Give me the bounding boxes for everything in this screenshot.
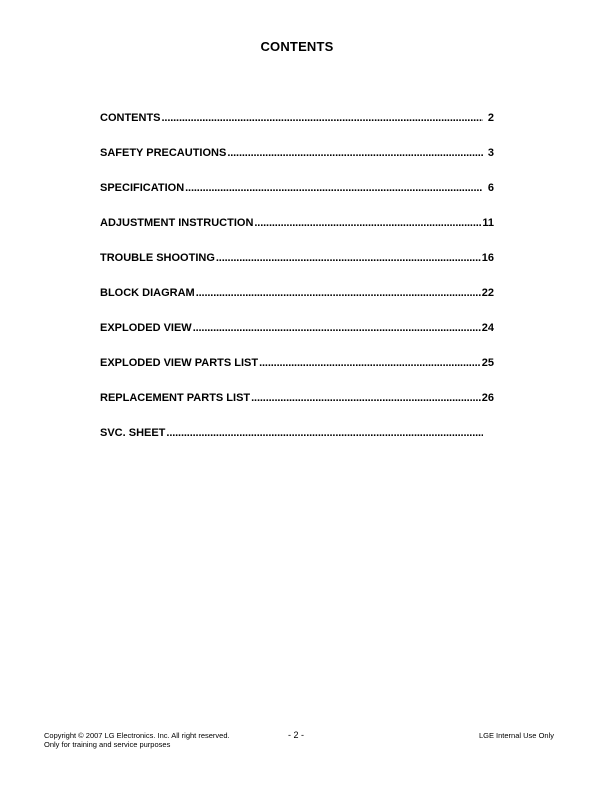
toc-entry-block-diagram[interactable] (100, 287, 494, 322)
toc-entry-contents[interactable] (100, 112, 494, 147)
toc-entry-page: 26 (481, 392, 494, 404)
toc-entry-label: EXPLODED VIEW PARTS LIST (100, 357, 259, 369)
toc-entry-label: BLOCK DIAGRAM (100, 287, 195, 299)
toc-entry-label: CONTENTS (100, 112, 161, 124)
toc-entry-page: 24 (481, 322, 494, 334)
dot-leader (162, 112, 484, 124)
toc-entry-page: 3 (487, 147, 494, 159)
footer-page-number: - 2 - (288, 730, 305, 740)
dot-leader (227, 147, 483, 159)
toc-entry-page: 11 (482, 217, 494, 229)
footer-copyright: Copyright © 2007 LG Electronics. Inc. All right reserved. (44, 731, 230, 740)
dot-leader (216, 252, 481, 264)
dot-leader (193, 322, 481, 334)
toc-entry-label: SPECIFICATION (100, 182, 185, 194)
toc-entry-page: 6 (487, 182, 494, 194)
toc-entry-page: 2 (487, 112, 494, 124)
dot-leader (196, 287, 481, 299)
toc-entry-exploded-view[interactable] (100, 322, 494, 357)
dot-leader (259, 357, 481, 369)
toc-entry-label: SAFETY PRECAUTIONS (100, 147, 227, 159)
toc-entry-label: REPLACEMENT PARTS LIST (100, 392, 251, 404)
toc-entry-page: 25 (481, 357, 494, 369)
toc-entry-label: SVC. SHEET (100, 427, 166, 439)
toc-entry-safety-precautions[interactable] (100, 147, 494, 182)
dot-leader (254, 217, 481, 229)
footer-usage-notice: LGE Internal Use Only (478, 731, 554, 740)
toc-entry-svc-sheet[interactable] (100, 427, 494, 462)
dot-leader (185, 182, 483, 194)
toc-entry-exploded-view-parts-list[interactable] (100, 357, 494, 392)
toc-entry-label: TROUBLE SHOOTING (100, 252, 215, 264)
toc-entry-replacement-parts-list[interactable] (100, 392, 494, 427)
dot-leader (251, 392, 481, 404)
toc-entry-page: 22 (481, 287, 494, 299)
toc-entry-trouble-shooting[interactable] (100, 252, 494, 287)
toc-entry-specification[interactable] (100, 182, 494, 217)
toc-entry-label: EXPLODED VIEW (100, 322, 192, 334)
footer-copyright-block (44, 731, 230, 749)
page-title: CONTENTS (260, 39, 334, 54)
toc-entry-label: ADJUSTMENT INSTRUCTION (100, 217, 254, 229)
table-of-contents (100, 112, 494, 462)
toc-entry-adjustment-instruction[interactable] (100, 217, 494, 252)
toc-entry-page: 16 (481, 252, 494, 264)
footer-purpose: Only for training and service purposes (44, 740, 171, 749)
dot-leader (166, 427, 483, 439)
